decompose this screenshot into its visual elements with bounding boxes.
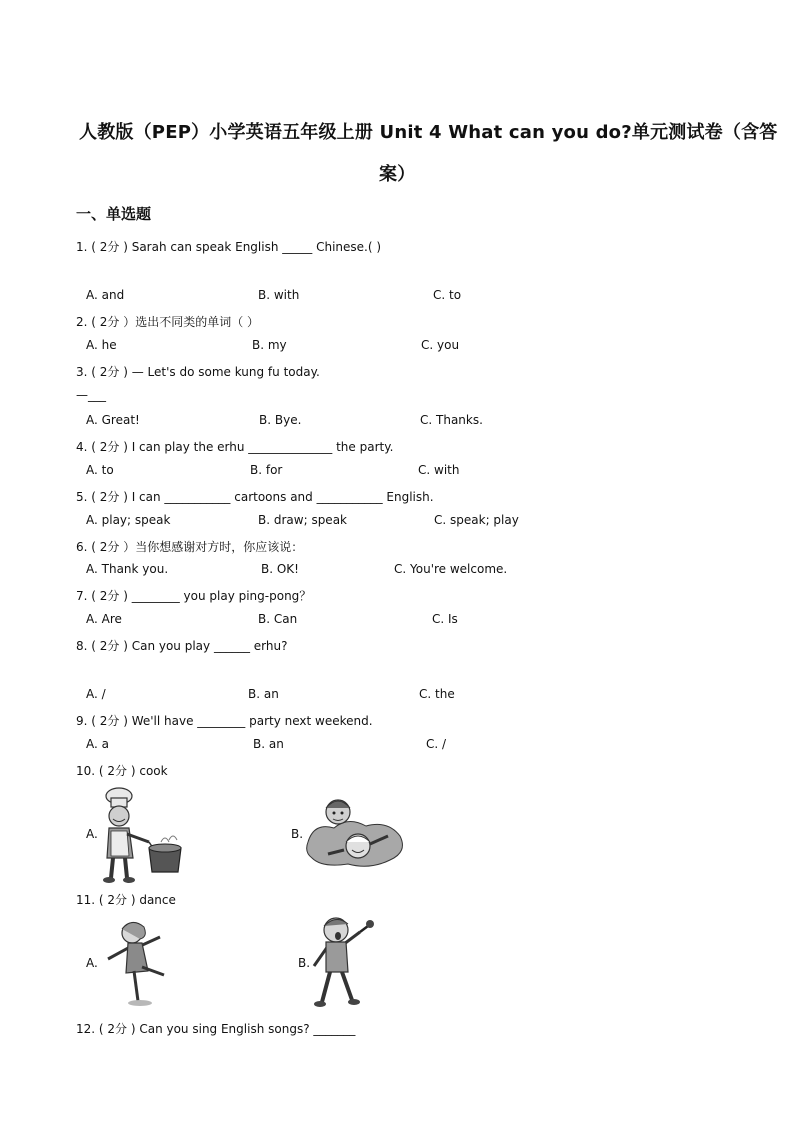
question-8-stem: 8. ( 2分 ) Can you play ______ erhu? (76, 639, 288, 653)
question-3-stem: 3. ( 2分 ) — Let's do some kung fu today. (76, 365, 320, 379)
question-1-option-b[interactable]: B. with (258, 288, 300, 302)
question-2-option-b[interactable]: B. my (252, 338, 287, 352)
question-6-option-b[interactable]: B. OK! (261, 562, 299, 576)
question-3-option-b[interactable]: B. Bye. (259, 413, 302, 427)
question-10-option-b[interactable]: B. (291, 827, 304, 841)
question-6-option-a[interactable]: A. Thank you. (86, 562, 169, 576)
question-1-stem: 1. ( 2分 ) Sarah can speak English _____ Chinese.( ) (76, 240, 382, 254)
question-3-option-a[interactable]: A. Great! (86, 413, 140, 427)
question-5-option-c[interactable]: C. speak; play (434, 513, 519, 527)
question-9-option-a[interactable]: A. a (86, 737, 109, 751)
question-6-option-c[interactable]: C. You're welcome. (394, 562, 508, 576)
question-7-stem: 7. ( 2分 ) ________ you play ping-pong？ (76, 589, 312, 603)
question-4-option-a[interactable]: A. to (86, 463, 114, 477)
question-2-stem: 2. ( 2分 ）选出不同类的单词（ ） (76, 315, 260, 329)
question-2-option-a[interactable]: A. he (86, 338, 117, 352)
question-8-option-b[interactable]: B. an (248, 687, 279, 701)
sing-picture[interactable] (310, 914, 380, 1010)
question-5-stem: 5. ( 2分 ) I can ___________ cartoons and ___________ English. (76, 490, 434, 504)
question-5-option-a[interactable]: A. play; speak (86, 513, 171, 527)
swimming-picture[interactable] (304, 792, 408, 872)
question-8-option-c[interactable]: C. the (419, 687, 455, 701)
cook-picture[interactable] (97, 786, 193, 884)
question-11-option-a[interactable]: A. (86, 956, 98, 970)
question-4-option-c[interactable]: C. with (418, 463, 460, 477)
question-9-option-b[interactable]: B. an (253, 737, 284, 751)
question-6-stem: 6. ( 2分 ）当你想感谢对方时，你应该说： (76, 540, 304, 554)
question-9-stem: 9. ( 2分 ) We'll have ________ party next weekend. (76, 714, 373, 728)
question-3-option-c[interactable]: C. Thanks. (420, 413, 483, 427)
question-3-response-line: —___ (76, 388, 106, 402)
question-11-stem: 11. ( 2分 ) dance (76, 893, 176, 907)
question-7-option-c[interactable]: C. Is (432, 612, 458, 626)
question-7-option-b[interactable]: B. Can (258, 612, 298, 626)
question-4-option-b[interactable]: B. for (250, 463, 283, 477)
dance-picture[interactable] (104, 917, 176, 1009)
question-10-stem: 10. ( 2分 ) cook (76, 764, 168, 778)
question-2-option-c[interactable]: C. you (421, 338, 460, 352)
question-7-option-a[interactable]: A. Are (86, 612, 122, 626)
page-title-line2: 案） (379, 164, 416, 185)
question-1-option-a[interactable]: A. and (86, 288, 125, 302)
question-10-option-a[interactable]: A. (86, 827, 98, 841)
question-12-stem: 12. ( 2分 ) Can you sing English songs? _______ (76, 1022, 356, 1036)
question-11-option-b[interactable]: B. (298, 956, 311, 970)
question-9-option-c[interactable]: C. / (426, 737, 447, 751)
question-4-stem: 4. ( 2分 ) I can play the erhu ______________ the party. (76, 440, 394, 454)
section-heading-single-choice: 一、单选题 (76, 205, 152, 223)
question-1-option-c[interactable]: C. to (433, 288, 462, 302)
question-8-option-a[interactable]: A. / (86, 687, 106, 701)
question-5-option-b[interactable]: B. draw; speak (258, 513, 347, 527)
page-title-line1: 人教版（PEP）小学英语五年级上册 Unit 4 What can you do?单元测试卷（含答 (79, 122, 778, 143)
